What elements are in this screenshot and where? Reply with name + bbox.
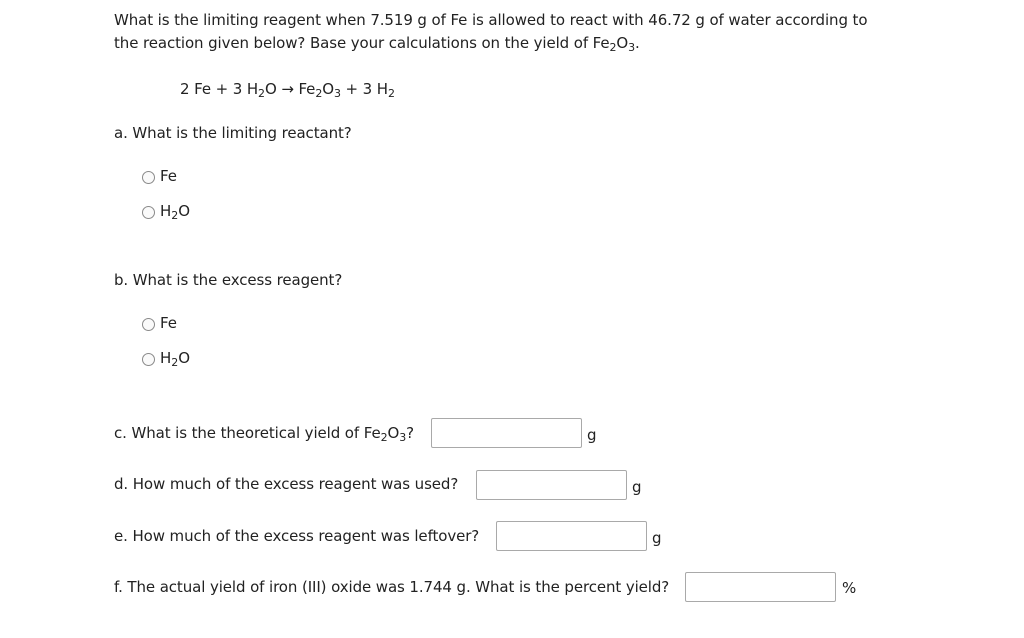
- option-text: O: [178, 349, 191, 367]
- radio-b-fe[interactable]: [142, 318, 155, 331]
- question-f-label: f. The actual yield of iron (III) oxide was 1.744 g. What is the percent yield?: [114, 578, 670, 596]
- equation-sub: 3: [333, 87, 341, 100]
- option-sub: 2: [171, 209, 179, 222]
- option-text: H: [160, 349, 172, 367]
- equation-sub: 2: [258, 87, 265, 100]
- percent-yield-input[interactable]: [685, 572, 836, 602]
- question-d-label: d. How much of the excess reagent was used?: [114, 475, 459, 493]
- option-b-h2o-label: [160, 348, 190, 368]
- question-c-label: [114, 423, 414, 443]
- equation-part: O: [322, 80, 334, 98]
- intro-sub: 3: [628, 41, 636, 54]
- intro-line-2-text: .: [635, 34, 640, 52]
- theoretical-yield-input[interactable]: [431, 418, 582, 448]
- excess-used-unit: g: [632, 478, 642, 496]
- intro-line-2-text: O: [616, 34, 629, 52]
- option-text: O: [178, 202, 191, 220]
- radio-a-h2o[interactable]: [142, 206, 155, 219]
- option-b-fe-label: Fe: [160, 314, 178, 332]
- reaction-equation: [180, 79, 395, 99]
- percent-yield-unit: %: [842, 579, 857, 597]
- intro-line-2-text: the reaction given below? Base your calculations on the yield of Fe: [114, 34, 610, 52]
- option-a-fe-label: Fe: [160, 167, 178, 185]
- question-c-text: ?: [406, 424, 414, 442]
- radio-b-h2o[interactable]: [142, 353, 155, 366]
- question-c-sub: 3: [399, 431, 407, 444]
- equation-part: + 3 H: [340, 80, 388, 98]
- theoretical-yield-unit: g: [587, 426, 597, 444]
- question-c-text: O: [387, 424, 400, 442]
- equation-part: 2 Fe + 3 H: [180, 80, 259, 98]
- intro-sub: 2: [609, 41, 617, 54]
- excess-used-input[interactable]: [476, 470, 627, 500]
- option-text: H: [160, 202, 172, 220]
- radio-a-fe[interactable]: [142, 171, 155, 184]
- question-e-label: e. How much of the excess reagent was leftover?: [114, 527, 480, 545]
- equation-part: O → Fe: [264, 80, 316, 98]
- question-b-label: b. What is the excess reagent?: [114, 271, 343, 289]
- equation-sub: 2: [315, 87, 323, 100]
- excess-leftover-unit: g: [652, 529, 662, 547]
- option-sub: 2: [171, 356, 179, 369]
- question-c-text: c. What is the theoretical yield of Fe: [114, 424, 381, 442]
- excess-leftover-input[interactable]: [496, 521, 647, 551]
- option-a-h2o-label: [160, 201, 190, 221]
- intro-line-2: [114, 33, 640, 53]
- equation-sub: 2: [387, 87, 395, 100]
- question-c-sub: 2: [380, 431, 388, 444]
- question-a-label: a. What is the limiting reactant?: [114, 124, 352, 142]
- intro-line-1: What is the limiting reagent when 7.519 g of Fe is allowed to react with 46.72 g of water according to: [114, 11, 868, 29]
